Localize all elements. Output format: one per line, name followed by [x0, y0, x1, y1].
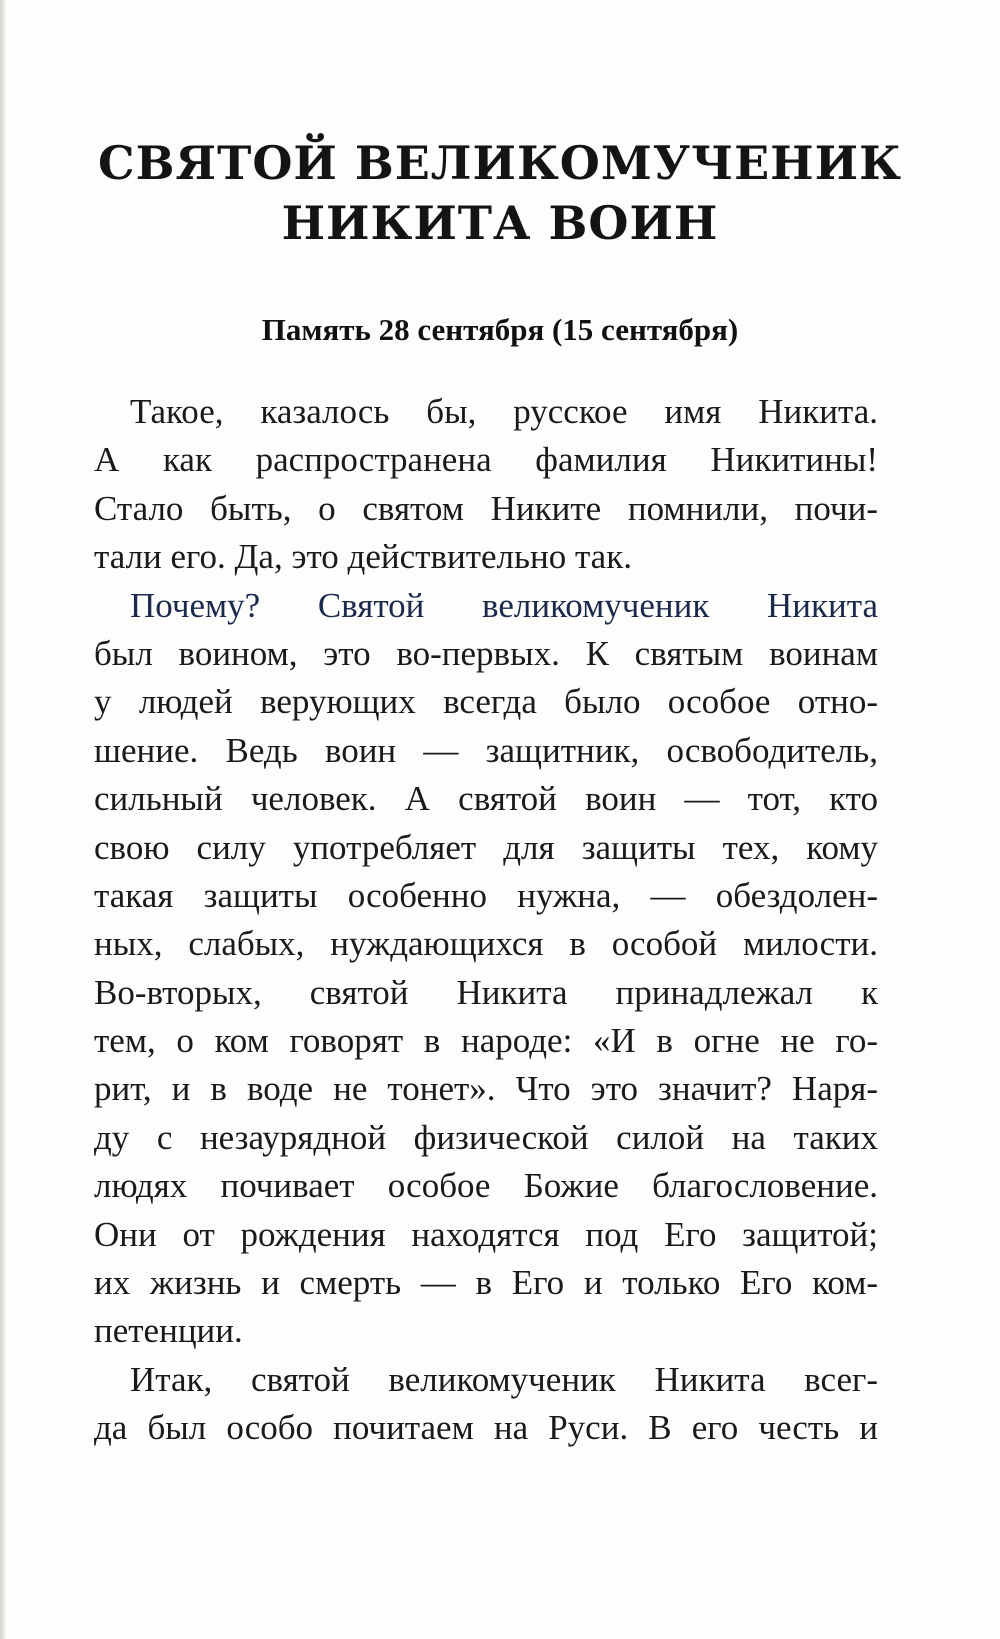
text-line: рит, и в воде не тонет». Что это значит? Наря- [94, 1069, 878, 1109]
text-line: Итак, святой великомученик Никита всег- [130, 1359, 878, 1399]
text-line: петенции. [94, 1311, 243, 1351]
text-line: ду с незаурядной физической силой на таких [94, 1117, 878, 1157]
text-line: свою силу употребляет для защиты тех, кому [94, 827, 878, 867]
body-text [94, 388, 878, 1453]
text-line: А как распространена фамилия Никитины! [94, 440, 878, 480]
text-line: тали его. Да, это действительно так. [94, 537, 632, 577]
page-edge [0, 0, 6, 1639]
text-line: да был особо почитаем на Руси. В его честь и [94, 1408, 878, 1448]
text-line: Такое, казалось бы, русское имя Никита. [130, 392, 878, 431]
text-line: людях почивает особое Божие благословение. [94, 1166, 878, 1206]
text-line: такая защиты особенно нужна, — обездолен- [94, 875, 878, 915]
text-line: у людей верующих всегда было особое отно- [94, 682, 878, 722]
text-line: Во-вторых, святой Никита принадлежал к [94, 972, 878, 1012]
text-line: сильный человек. А святой воин — тот, кто [94, 779, 878, 819]
chapter-title-line-1: СВЯТОЙ ВЕЛИКОМУЧЕНИК [98, 136, 902, 190]
text-line: Они от рождения находятся под Его защитой; [94, 1214, 878, 1254]
text-line: их жизнь и смерть — в Его и только Его ком- [94, 1263, 878, 1303]
text-line: Стало быть, о святом Никите помнили, почи- [94, 488, 878, 528]
chapter-title-line-2: НИКИТА ВОИН [281, 196, 719, 250]
text-line: был воином, это во-первых. К святым воинам [94, 633, 878, 673]
memory-date: Память 28 сентября (15 сентября) [261, 312, 739, 347]
text-line: тем, о ком говорят в народе: «И в огне не го- [94, 1021, 878, 1061]
text-line: шение. Ведь воин — защитник, освободитель, [94, 730, 878, 770]
text-line: Почему? Святой великомученик Никита [130, 585, 878, 625]
text-line: ных, слабых, нуждающихся в особой милости. [94, 924, 878, 964]
